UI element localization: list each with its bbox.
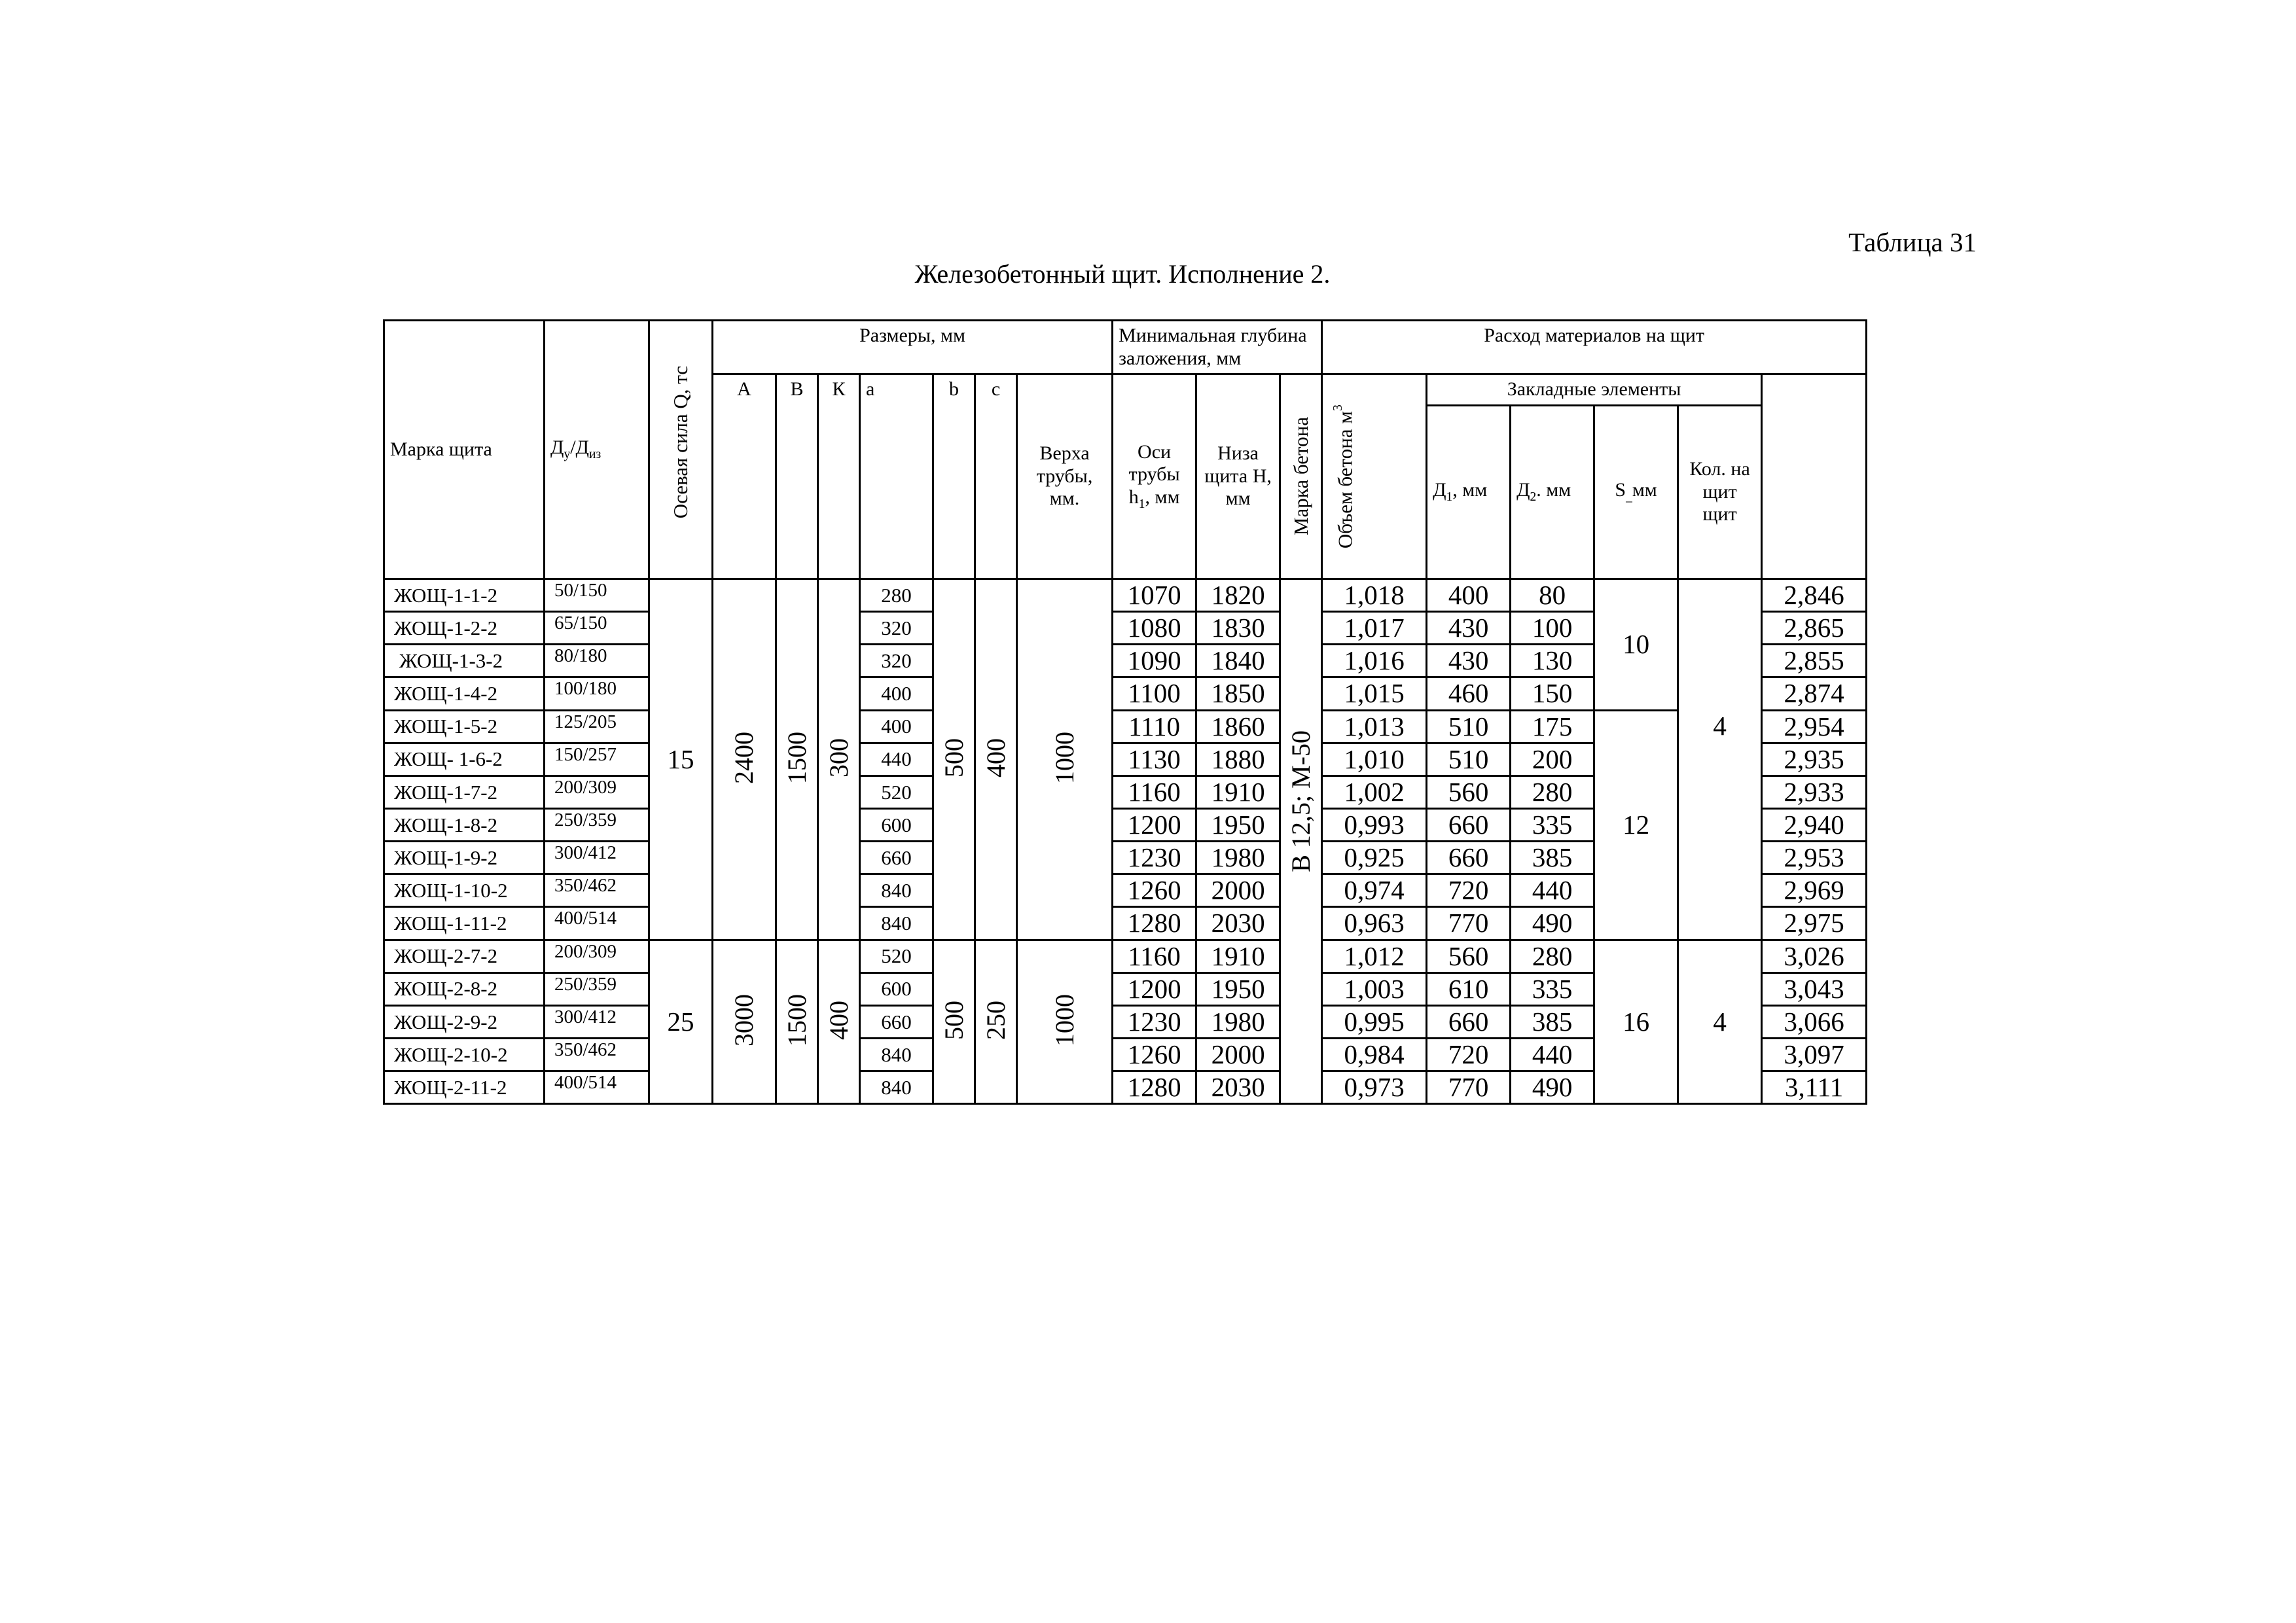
cell-a: 840 bbox=[860, 874, 933, 907]
cell-volume: 1,012 bbox=[1322, 940, 1427, 972]
header-s: $S_{\_}мм$ bbox=[1594, 406, 1678, 579]
cell-a: 840 bbox=[860, 1071, 933, 1104]
cell-mark: ЖОЩ-1-4-2 bbox=[384, 677, 545, 710]
concrete-grade-value: В 12,5; М-50 bbox=[1280, 579, 1322, 1104]
cell-a: 400 bbox=[860, 677, 933, 710]
cell-volume: 1,002 bbox=[1322, 776, 1427, 808]
cell-d1: 560 bbox=[1427, 940, 1511, 972]
cell-dn: 400/514 bbox=[545, 1071, 649, 1104]
group1-c: 400 bbox=[975, 579, 1017, 940]
cell-h1: 1110 bbox=[1113, 710, 1196, 743]
group1-B: 1500 bbox=[776, 579, 818, 940]
header-embedded: Закладные элементы bbox=[1427, 374, 1762, 406]
cell-d1: 770 bbox=[1427, 1071, 1511, 1104]
cell-h1: 1260 bbox=[1113, 874, 1196, 907]
group2-qty: 4 bbox=[1678, 940, 1762, 1104]
cell-mark: ЖОЩ-2-8-2 bbox=[384, 972, 545, 1005]
header-mark: Марка щита bbox=[384, 321, 545, 579]
cell-mark: ЖОЩ-1-7-2 bbox=[384, 776, 545, 808]
header-dim-b: b bbox=[933, 374, 975, 579]
cell-d2: 130 bbox=[1511, 645, 1594, 677]
table-number: Таблица 31 bbox=[1848, 227, 1977, 257]
cell-a: 600 bbox=[860, 972, 933, 1005]
cell-volume: 1,016 bbox=[1322, 645, 1427, 677]
cell-a: 600 bbox=[860, 808, 933, 841]
cell-h1: 1230 bbox=[1113, 1005, 1196, 1038]
page-title: Железобетонный щит. Исполнение 2. bbox=[914, 259, 1331, 289]
cell-d1: 720 bbox=[1427, 1038, 1511, 1071]
cell-mass: 2,935 bbox=[1762, 743, 1867, 776]
cell-h1: 1090 bbox=[1113, 645, 1196, 677]
group1-K: 300 bbox=[818, 579, 860, 940]
cell-d2: 440 bbox=[1511, 1038, 1594, 1071]
cell-mass: 2,874 bbox=[1762, 677, 1867, 710]
cell-mass: 2,855 bbox=[1762, 645, 1867, 677]
cell-mass: 2,940 bbox=[1762, 808, 1867, 841]
cell-h1: 1260 bbox=[1113, 1038, 1196, 1071]
group2-A: 3000 bbox=[713, 940, 776, 1104]
header-dimensions: Размеры, мм bbox=[713, 321, 1113, 374]
cell-mass: 3,097 bbox=[1762, 1038, 1867, 1071]
header-dim-B: В bbox=[776, 374, 818, 579]
cell-H: 1860 bbox=[1196, 710, 1280, 743]
cell-volume: 1,017 bbox=[1322, 612, 1427, 645]
cell-h1: 1200 bbox=[1113, 808, 1196, 841]
cell-mass: 2,953 bbox=[1762, 842, 1867, 874]
cell-H: 1830 bbox=[1196, 612, 1280, 645]
cell-d2: 200 bbox=[1511, 743, 1594, 776]
cell-H: 1980 bbox=[1196, 842, 1280, 874]
cell-d1: 460 bbox=[1427, 677, 1511, 710]
cell-mark: ЖОЩ-1-2-2 bbox=[384, 612, 545, 645]
cell-d1: 720 bbox=[1427, 874, 1511, 907]
cell-volume: 0,995 bbox=[1322, 1005, 1427, 1038]
header-depth-top: Верха трубы, мм. bbox=[1017, 374, 1113, 579]
cell-mark: ЖОЩ-1-3-2 bbox=[384, 645, 545, 677]
cell-mass: 3,026 bbox=[1762, 940, 1867, 972]
header-d1: $Д_1$, мм bbox=[1427, 406, 1511, 579]
cell-d1: 430 bbox=[1427, 612, 1511, 645]
cell-dn: 350/462 bbox=[545, 874, 649, 907]
cell-a: 400 bbox=[860, 710, 933, 743]
cell-h1: 1130 bbox=[1113, 743, 1196, 776]
header-depth-bottom: Низа щита Н, мм bbox=[1196, 374, 1280, 579]
cell-H: 1820 bbox=[1196, 579, 1280, 612]
cell-mark: ЖОЩ- 1-6-2 bbox=[384, 743, 545, 776]
cell-dn: 400/514 bbox=[545, 907, 649, 940]
cell-H: 1950 bbox=[1196, 808, 1280, 841]
cell-d2: 280 bbox=[1511, 776, 1594, 808]
cell-h1: 1080 bbox=[1113, 612, 1196, 645]
cell-mass: 3,043 bbox=[1762, 972, 1867, 1005]
cell-h1: 1160 bbox=[1113, 940, 1196, 972]
group1-s-b: 12 bbox=[1594, 710, 1678, 940]
header-d2: $Д_2$. мм bbox=[1511, 406, 1594, 579]
cell-a: 520 bbox=[860, 940, 933, 972]
group2-B: 1500 bbox=[776, 940, 818, 1104]
cell-H: 2030 bbox=[1196, 1071, 1280, 1104]
cell-dn: 200/309 bbox=[545, 776, 649, 808]
cell-volume: 0,974 bbox=[1322, 874, 1427, 907]
cell-mark: ЖОЩ-1-1-2 bbox=[384, 579, 545, 612]
group2-b: 500 bbox=[933, 940, 975, 1104]
cell-h1: 1070 bbox=[1113, 579, 1196, 612]
cell-volume: 1,018 bbox=[1322, 579, 1427, 612]
cell-volume: 0,925 bbox=[1322, 842, 1427, 874]
shield-table bbox=[383, 319, 1867, 1105]
cell-d1: 510 bbox=[1427, 743, 1511, 776]
group2-s: 16 bbox=[1594, 940, 1678, 1104]
cell-volume: 0,984 bbox=[1322, 1038, 1427, 1071]
cell-d1: 660 bbox=[1427, 808, 1511, 841]
cell-dn: 250/359 bbox=[545, 972, 649, 1005]
cell-d1: 770 bbox=[1427, 907, 1511, 940]
header-depth-axis: Оси трубы $h_1$, мм bbox=[1113, 374, 1196, 579]
cell-H: 1850 bbox=[1196, 677, 1280, 710]
cell-volume: 0,993 bbox=[1322, 808, 1427, 841]
cell-mass: 2,954 bbox=[1762, 710, 1867, 743]
header-concrete-volume: Объем бетона $м^3$ bbox=[1322, 374, 1427, 579]
cell-d1: 660 bbox=[1427, 1005, 1511, 1038]
group1-A: 2400 bbox=[713, 579, 776, 940]
cell-h1: 1230 bbox=[1113, 842, 1196, 874]
table-row bbox=[384, 579, 1867, 612]
table-row bbox=[384, 710, 1867, 743]
cell-H: 1910 bbox=[1196, 776, 1280, 808]
cell-mass: 3,111 bbox=[1762, 1071, 1867, 1104]
cell-d1: 430 bbox=[1427, 645, 1511, 677]
cell-dn: 100/180 bbox=[545, 677, 649, 710]
cell-d2: 490 bbox=[1511, 1071, 1594, 1104]
cell-a: 440 bbox=[860, 743, 933, 776]
cell-d1: 400 bbox=[1427, 579, 1511, 612]
group1-depth-top: 1000 bbox=[1017, 579, 1113, 940]
cell-mark: ЖОЩ-2-10-2 bbox=[384, 1038, 545, 1071]
cell-dn: 200/309 bbox=[545, 940, 649, 972]
cell-d1: 560 bbox=[1427, 776, 1511, 808]
cell-H: 2000 bbox=[1196, 1038, 1280, 1071]
cell-a: 320 bbox=[860, 645, 933, 677]
cell-d2: 280 bbox=[1511, 940, 1594, 972]
cell-a: 840 bbox=[860, 907, 933, 940]
cell-d2: 335 bbox=[1511, 808, 1594, 841]
cell-volume: 0,963 bbox=[1322, 907, 1427, 940]
cell-d2: 335 bbox=[1511, 972, 1594, 1005]
cell-mark: ЖОЩ-2-7-2 bbox=[384, 940, 545, 972]
cell-H: 2030 bbox=[1196, 907, 1280, 940]
cell-d1: 510 bbox=[1427, 710, 1511, 743]
cell-mark: ЖОЩ-1-9-2 bbox=[384, 842, 545, 874]
cell-mass: 2,975 bbox=[1762, 907, 1867, 940]
cell-h1: 1100 bbox=[1113, 677, 1196, 710]
cell-a: 520 bbox=[860, 776, 933, 808]
cell-d1: 660 bbox=[1427, 842, 1511, 874]
cell-d1: 610 bbox=[1427, 972, 1511, 1005]
cell-dn: 65/150 bbox=[545, 612, 649, 645]
cell-d2: 490 bbox=[1511, 907, 1594, 940]
cell-a: 660 bbox=[860, 842, 933, 874]
group2-K: 400 bbox=[818, 940, 860, 1104]
header-dim-c: c bbox=[975, 374, 1017, 579]
cell-dn: 150/257 bbox=[545, 743, 649, 776]
cell-H: 2000 bbox=[1196, 874, 1280, 907]
cell-dn: 350/462 bbox=[545, 1038, 649, 1071]
cell-dn: 125/205 bbox=[545, 710, 649, 743]
cell-h1: 1200 bbox=[1113, 972, 1196, 1005]
cell-H: 1950 bbox=[1196, 972, 1280, 1005]
cell-a: 840 bbox=[860, 1038, 933, 1071]
cell-h1: 1280 bbox=[1113, 907, 1196, 940]
cell-mass: 2,933 bbox=[1762, 776, 1867, 808]
cell-mass: 2,846 bbox=[1762, 579, 1867, 612]
header-axial-force: Осевая сила Q, тс bbox=[649, 321, 713, 579]
header-dim-a: a bbox=[860, 374, 933, 579]
group1-axial: 15 bbox=[649, 579, 713, 940]
cell-d2: 175 bbox=[1511, 710, 1594, 743]
cell-d2: 150 bbox=[1511, 677, 1594, 710]
cell-H: 1880 bbox=[1196, 743, 1280, 776]
cell-a: 320 bbox=[860, 612, 933, 645]
cell-d2: 100 bbox=[1511, 612, 1594, 645]
group2-c: 250 bbox=[975, 940, 1017, 1104]
cell-mark: ЖОЩ-1-11-2 bbox=[384, 907, 545, 940]
cell-dn: 300/412 bbox=[545, 842, 649, 874]
cell-d2: 440 bbox=[1511, 874, 1594, 907]
cell-d2: 385 bbox=[1511, 842, 1594, 874]
cell-volume: 1,015 bbox=[1322, 677, 1427, 710]
header-concrete-grade: Марка бетона bbox=[1280, 374, 1322, 579]
header-qty: Кол. на щит щит bbox=[1678, 406, 1762, 579]
cell-volume: 0,973 bbox=[1322, 1071, 1427, 1104]
group1-b: 500 bbox=[933, 579, 975, 940]
cell-mark: ЖОЩ-1-8-2 bbox=[384, 808, 545, 841]
table-row bbox=[384, 940, 1867, 972]
cell-h1: 1160 bbox=[1113, 776, 1196, 808]
cell-dn: 80/180 bbox=[545, 645, 649, 677]
cell-a: 660 bbox=[860, 1005, 933, 1038]
header-dim-A: А bbox=[713, 374, 776, 579]
cell-mark: ЖОЩ-1-5-2 bbox=[384, 710, 545, 743]
cell-mass: 2,969 bbox=[1762, 874, 1867, 907]
cell-d2: 80 bbox=[1511, 579, 1594, 612]
cell-a: 280 bbox=[860, 579, 933, 612]
cell-volume: 1,003 bbox=[1322, 972, 1427, 1005]
cell-volume: 1,010 bbox=[1322, 743, 1427, 776]
cell-dn: 50/150 bbox=[545, 579, 649, 612]
cell-H: 1840 bbox=[1196, 645, 1280, 677]
header-dn: $Д_у/Д_{из}$ bbox=[545, 321, 649, 579]
cell-mass: 2,865 bbox=[1762, 612, 1867, 645]
cell-dn: 300/412 bbox=[545, 1005, 649, 1038]
group2-depth-top: 1000 bbox=[1017, 940, 1113, 1104]
header-dim-K: К bbox=[818, 374, 860, 579]
cell-mass: 3,066 bbox=[1762, 1005, 1867, 1038]
cell-H: 1980 bbox=[1196, 1005, 1280, 1038]
cell-H: 1910 bbox=[1196, 940, 1280, 972]
group2-axial: 25 bbox=[649, 940, 713, 1104]
cell-dn: 250/359 bbox=[545, 808, 649, 841]
cell-h1: 1280 bbox=[1113, 1071, 1196, 1104]
cell-mark: ЖОЩ-2-9-2 bbox=[384, 1005, 545, 1038]
header-materials: Расход материалов на щит bbox=[1322, 321, 1867, 374]
header-min-depth: Минимальная глубина заложения, мм bbox=[1113, 321, 1322, 374]
group1-s-a: 10 bbox=[1594, 579, 1678, 711]
cell-d2: 385 bbox=[1511, 1005, 1594, 1038]
group1-qty: 4 bbox=[1678, 579, 1762, 940]
cell-mark: ЖОЩ-2-11-2 bbox=[384, 1071, 545, 1104]
cell-volume: 1,013 bbox=[1322, 710, 1427, 743]
cell-mark: ЖОЩ-1-10-2 bbox=[384, 874, 545, 907]
